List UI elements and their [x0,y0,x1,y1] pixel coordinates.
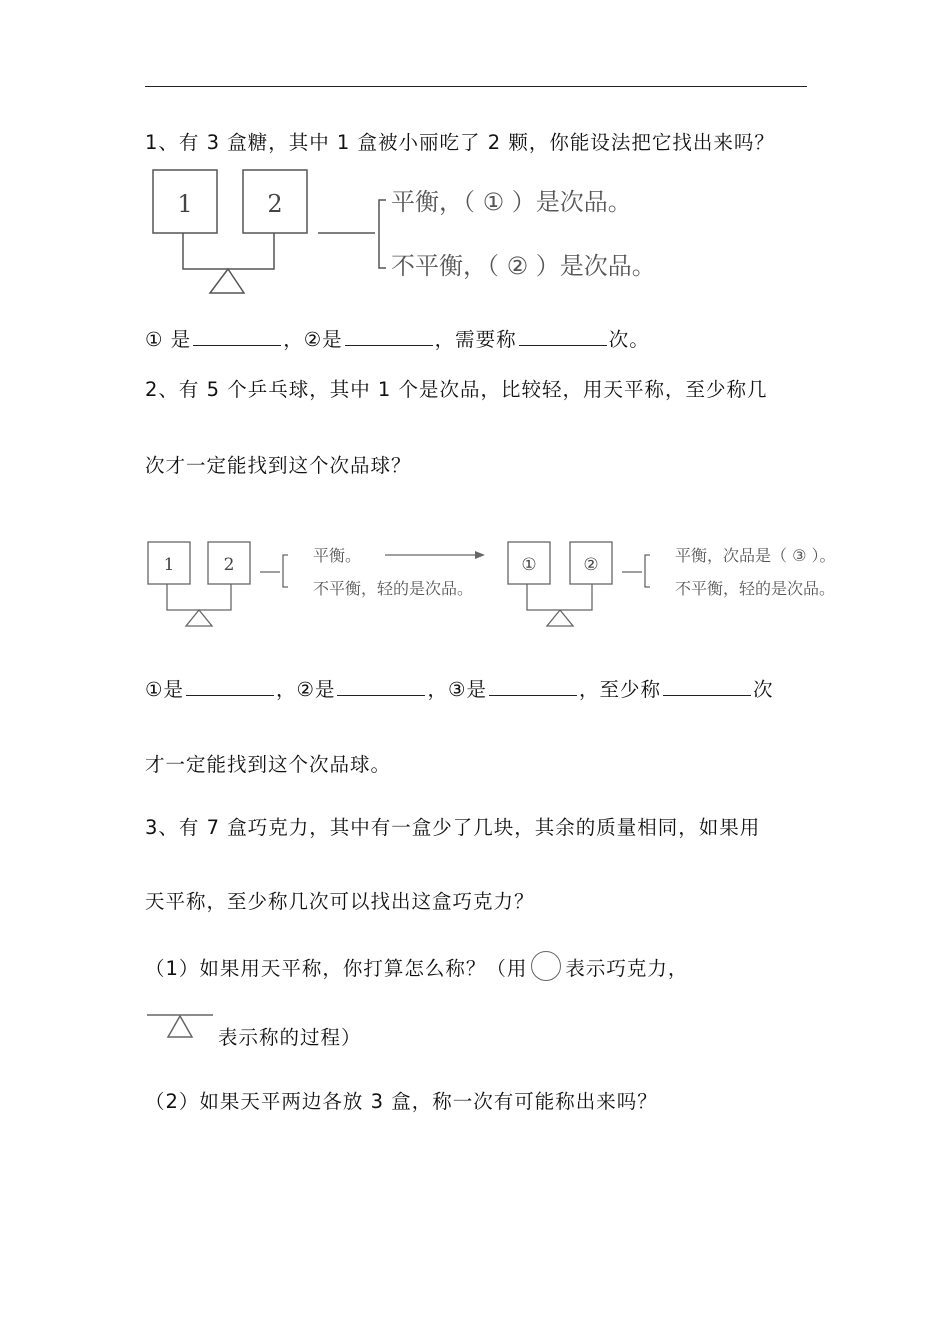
chocolate-circle-icon [531,951,561,981]
q2-step1-balance: 平衡。 [313,546,362,565]
q1-answer-line: ① 是 ，②是 ，需要称 次。 [145,328,650,351]
q2-question-line1: 2、有 5 个乒乓球，其中 1 个是次品，比较轻，用天平称，至少称几 [145,378,768,401]
q1-branch-unbalance: 不平衡，（ ② ）是次品。 [391,252,656,280]
header-rule [145,86,807,87]
q1-branch-balance: 平衡，（ ① ）是次品。 [391,188,632,216]
q1-box-left: 1 [177,190,193,218]
q2-blank-4[interactable] [663,677,751,696]
q3-question-line1: 3、有 7 盒巧克力，其中有一盒少了几块，其余的质量相同，如果用 [145,816,761,839]
q1-balance-diagram [148,165,768,300]
q1-blank-2[interactable] [345,327,433,346]
q1-blank-1[interactable] [193,327,281,346]
q1-box-right: 2 [267,190,283,218]
q2-balance-diagram [145,535,905,635]
q2-step2-box-left: ① [521,555,537,575]
q2-blank-1[interactable] [186,677,274,696]
q3-question-line2: 天平称，至少称几次可以找出这盒巧克力？ [145,890,535,913]
q2-blank-2[interactable] [337,677,425,696]
q1-blank-3[interactable] [519,327,607,346]
q2-step1-unbalance: 不平衡，轻的是次品。 [313,579,474,598]
q2-question-line2: 次才一定能找到这个次品球？ [145,454,412,477]
q1-question: 1、有 3 盒糖，其中 1 盒被小丽吃了 2 颗，你能设法把它找出来吗？ [145,131,775,154]
q2-step2-box-right: ② [583,555,599,575]
q3-sub2: （2）如果天平两边各放 3 盒，称一次有可能称出来吗？ [145,1090,658,1113]
q2-answer-line: ①是 ，②是 ，③是 ，至少称 次 [145,678,774,701]
q3-sub1-continuation: 表示称的过程） [218,1026,362,1049]
q2-step1-box-right: 2 [223,555,235,575]
q2-step1-box-left: 1 [163,555,175,575]
q2-step2-balance: 平衡，次品是（ ③ ）。 [675,546,836,565]
q2-blank-3[interactable] [489,677,577,696]
q2-answer-line2: 才一定能找到这个次品球。 [145,753,392,776]
q2-step2-unbalance: 不平衡，轻的是次品。 [675,579,836,598]
balance-scale-icon [147,1012,215,1040]
q3-sub1-line: （1）如果用天平称，你打算怎么称？（用 表示巧克力， [145,951,688,982]
